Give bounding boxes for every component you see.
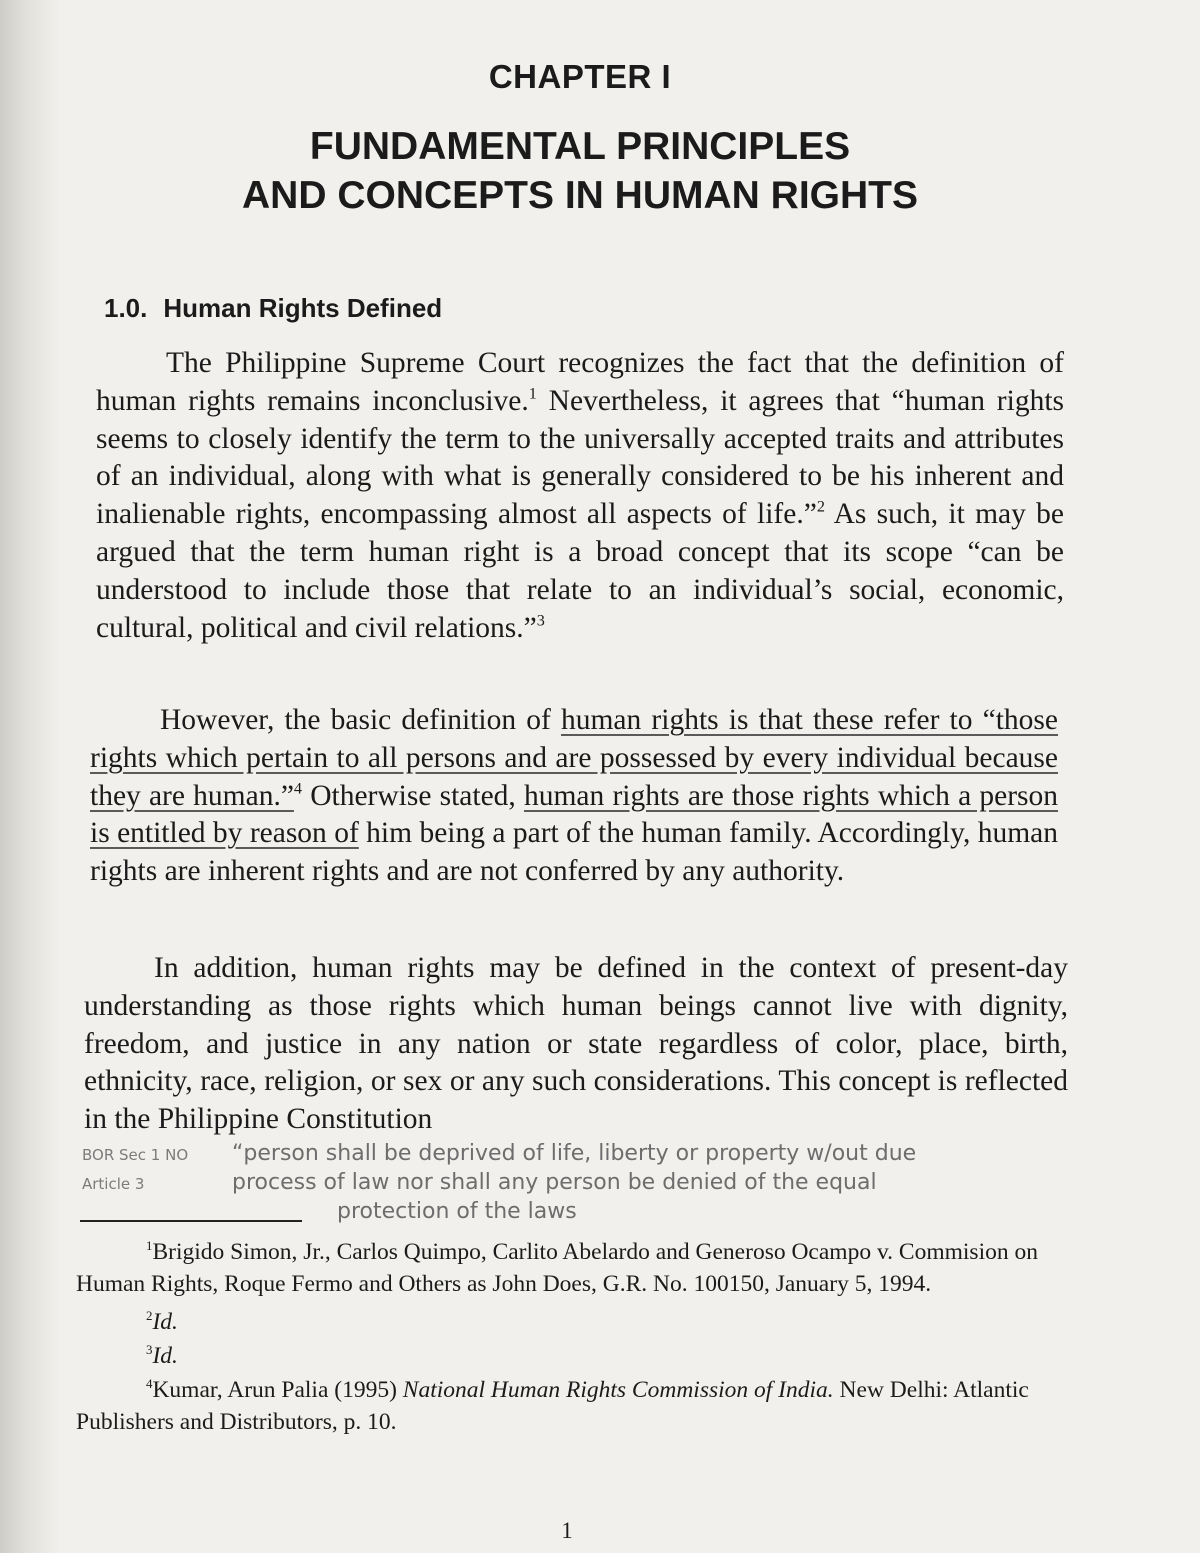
paragraph-3-text: In addition, human rights may be defined in the context of present-day understanding as those rights which human beings cannot live with dignity, freedom, and justice in any nation or state regardless of color, place, birth, ethnicity, race, religion, or sex or any such considerations. This concept is reflected in the Philippine Constitution xyxy=(84,952,1068,1136)
handwritten-margin-note-1: BOR Sec 1 NO xyxy=(82,1146,189,1164)
footnote-ref-2: 2 xyxy=(816,497,825,516)
paragraph-2-text-c: Otherwise stated, xyxy=(302,779,524,812)
paragraph-1-text-c: As such, it may be argued that the term human right is a broad concept that its scope “can be understood to include those that relate to an individual’s social, economic, cultural, political and civil relations.” xyxy=(96,498,1064,644)
chapter-title xyxy=(0,122,1160,220)
paragraph-2 xyxy=(90,702,1058,891)
footnote-3-text: Id. xyxy=(152,1343,178,1369)
footnote-1-text: Brigido Simon, Jr., Carlos Quimpo, Carlito Abelardo and Generoso Ocampo v. Commision on Human Rights, Roque Fermo and Others as John Does, G.R. No. 100150, January 5, 1994. xyxy=(76,1239,1038,1297)
paragraph-2-underlined-2: human rights are those rights which a person is entitled by reason of xyxy=(90,779,1059,850)
chapter-label: CHAPTER I xyxy=(488,58,672,95)
handwritten-line-1 xyxy=(82,1140,1082,1169)
paragraph-2-text-e: him being a part of the human family. Accordingly, human rights are inherent rights and are not conferred by any authority. xyxy=(90,817,1058,888)
footnote-4-text-b: New Delhi: Atlantic Publishers and Distributors, p. 10. xyxy=(76,1377,1029,1435)
paragraph-3 xyxy=(84,950,1068,1139)
page-number: 1 xyxy=(561,1518,573,1543)
section-heading xyxy=(104,293,442,324)
paragraph-2-text-a: However, the basic definition of xyxy=(160,704,561,736)
chapter-title-line-1: FUNDAMENTAL PRINCIPLES xyxy=(309,125,851,168)
paragraph-1-text-b: Nevertheless, it agrees that “human rights seems to closely identify the term to the universally accepted traits and attributes of an individual, along with what is generally considered to be his inherent and inalienable rights, encompassing almost all aspects of life.” xyxy=(96,384,1064,531)
footnote-2-mark: 2 xyxy=(146,1307,153,1323)
footnote-1-mark: 1 xyxy=(146,1237,153,1253)
footnote-divider xyxy=(80,1220,302,1222)
paragraph-1-text-a: The Philippine Supreme Court recognizes the fact that the definition of human rights remains inconclusive. xyxy=(96,347,1064,417)
chapter-title-line-2: AND CONCEPTS IN HUMAN RIGHTS xyxy=(241,174,918,217)
handwritten-text-3: protection of the laws xyxy=(337,1199,577,1224)
handwritten-annotation xyxy=(82,1140,1082,1226)
footnote-4-text-a: Kumar, Arun Palia (1995) xyxy=(152,1377,403,1403)
section-title: Human Rights Defined xyxy=(163,293,443,323)
handwritten-margin-note-2: Article 3 xyxy=(82,1175,145,1193)
footnote-4-title: National Human Rights Commission of India. xyxy=(402,1377,834,1403)
paragraph-2-underlined-1: human rights is that these refer to “those rights which pertain to all persons and are possessed by every individual because they are human.” xyxy=(90,704,1058,812)
footnote-2 xyxy=(76,1306,1076,1338)
footnote-1 xyxy=(76,1236,1076,1300)
paragraph-1 xyxy=(96,345,1064,647)
footnotes xyxy=(76,1236,1076,1444)
footnote-ref-1: 1 xyxy=(528,384,537,403)
footnote-2-text: Id. xyxy=(152,1309,178,1335)
footnote-3 xyxy=(76,1340,1076,1372)
footnote-4-mark: 4 xyxy=(146,1375,153,1391)
footnote-ref-3: 3 xyxy=(536,611,545,630)
handwritten-text-1: “person shall be deprived of life, liberty or property w/out due xyxy=(232,1141,917,1166)
footnote-ref-4: 4 xyxy=(293,779,303,798)
footnote-3-mark: 3 xyxy=(146,1341,153,1357)
handwritten-text-2: process of law nor shall any person be denied of the equal xyxy=(232,1170,877,1195)
section-number: 1.0. xyxy=(104,293,148,323)
handwritten-line-2 xyxy=(82,1169,1082,1198)
footnote-4 xyxy=(76,1374,1076,1438)
